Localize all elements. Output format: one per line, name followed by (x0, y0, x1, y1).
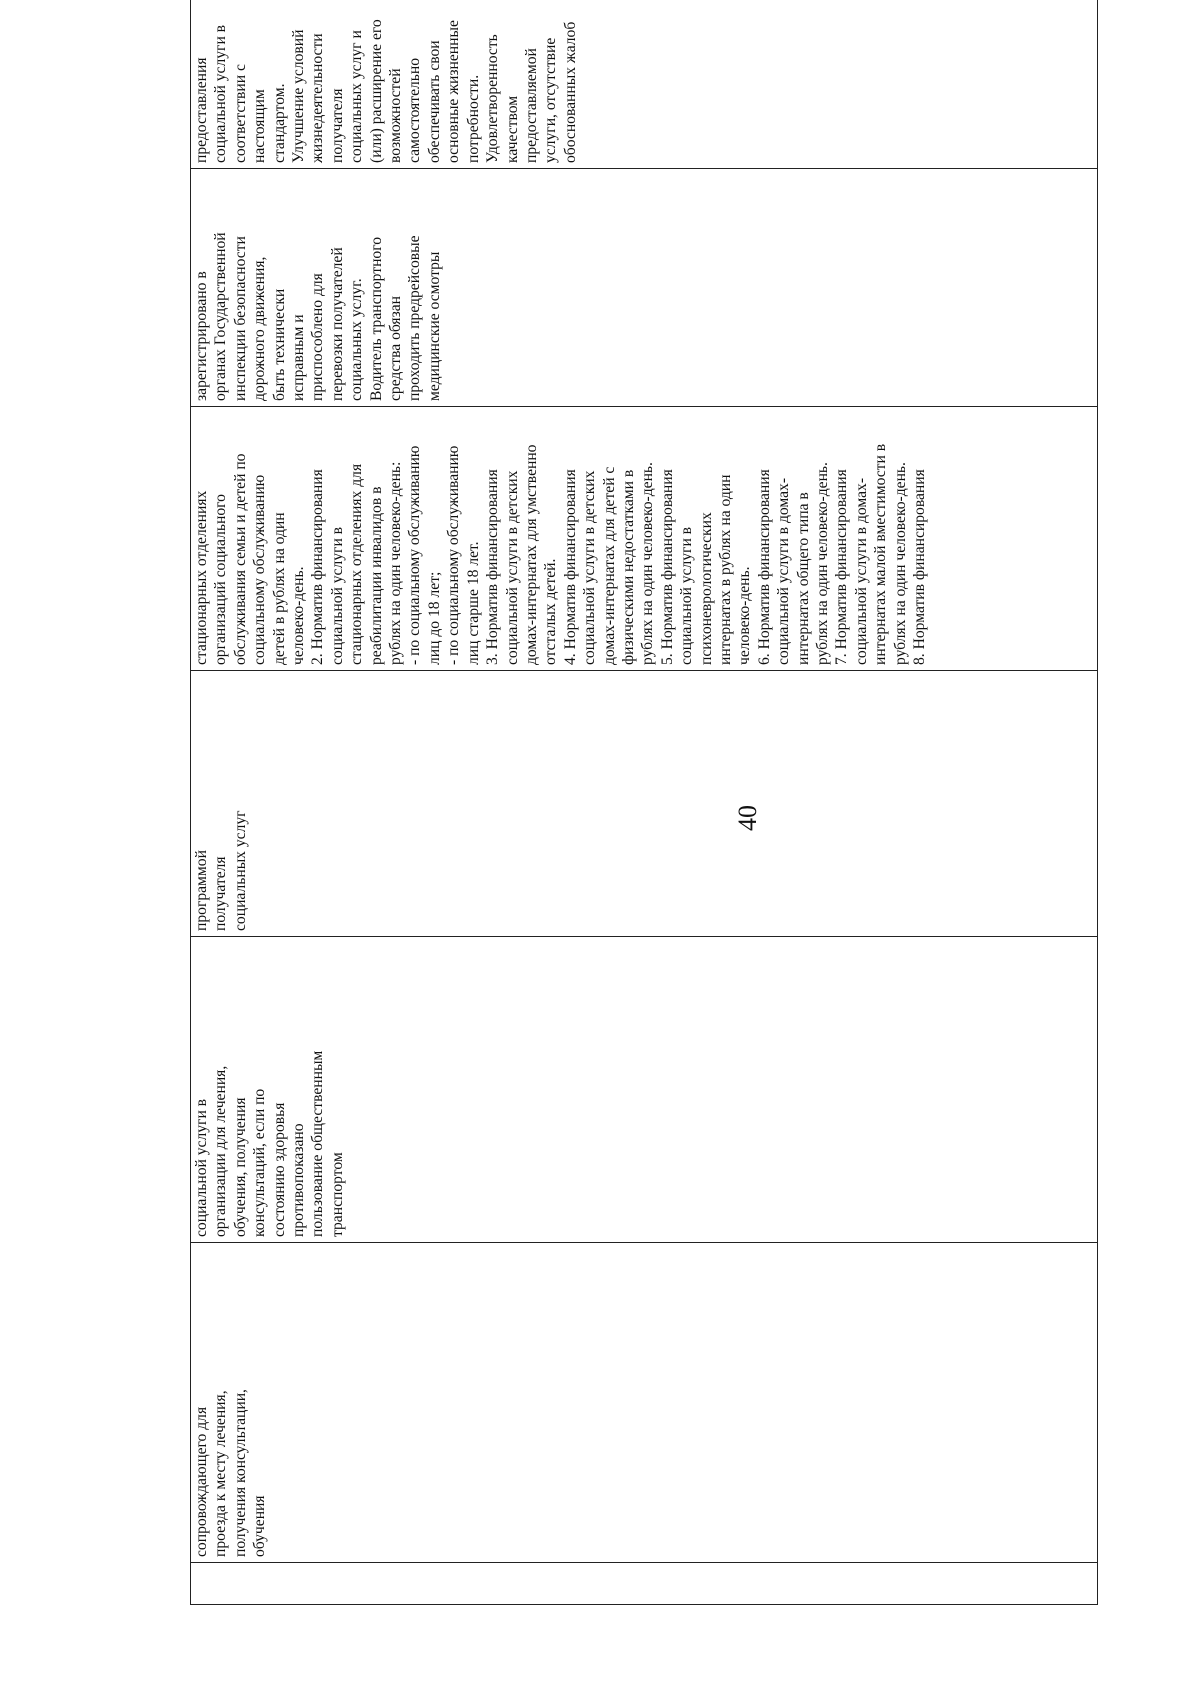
table-row (191, 0, 1098, 1605)
cell-text-line: настоящим (251, 89, 269, 163)
cell-text-line: 2. Норматив финансирования (309, 469, 327, 665)
table-cell-service-description (191, 937, 1098, 1243)
table-cell-service-term (191, 671, 1098, 937)
cell-text-line: Улучшение условий (290, 29, 308, 163)
cell-text-line: проезда к месту лечения, (212, 1390, 230, 1557)
cell-text-line: получателя (328, 88, 346, 163)
cell-text-line: 5. Норматив финансирования (658, 469, 676, 665)
cell-text-line: реабилитации инвалидов в (367, 486, 385, 665)
cell-text-line: (или) расширение его (367, 19, 385, 163)
standard-table (190, 19, 1098, 1605)
cell-text-line: отсталых детей. (542, 558, 560, 665)
cell-text-line: потребности. (464, 74, 482, 163)
cell-text-line: интернатах общего типа в (794, 492, 812, 665)
cell-text-line: соответствии с (231, 64, 249, 163)
cell-text-line: сопровождающего для (193, 1406, 210, 1557)
cell-text-line: 4. Норматив финансирования (561, 469, 579, 665)
cell-text-line: Удовлетворенность (484, 34, 502, 163)
cell-text-line: социальной услуги в домах- (852, 477, 870, 665)
cell-text-line: зарегистрировано в (193, 271, 210, 401)
cell-text-line: социальных услуг. (348, 278, 366, 401)
cell-text-line: социальных услуг (231, 810, 249, 931)
cell-text-line: транспортом (328, 1152, 346, 1237)
cell-text-line: Водитель транспортного (367, 236, 385, 401)
cell-text-line: противопоказано (290, 1123, 308, 1237)
cell-text-line: рублях на один человеко-день. (814, 462, 831, 665)
cell-text-line: лиц старше 18 лет. (464, 541, 482, 665)
table-cell-escort-travel (191, 1243, 1098, 1563)
cell-text-line: стационарных отделениях (193, 490, 210, 665)
cell-text-line: пользование общественным (309, 1050, 327, 1237)
cell-text-line: социальной услуги в детских (503, 470, 521, 665)
cell-text-line: возможностей (387, 68, 405, 163)
cell-text-line: приспособлено для (309, 273, 327, 401)
cell-text-line: основные жизненные (445, 20, 463, 163)
cell-text-line: консультаций, если по (251, 1088, 269, 1237)
cell-text-line: социальной услуги в детских (581, 470, 599, 665)
cell-text-line: организаций социального (212, 494, 230, 665)
cell-text-line: интернатах в рублях на один (716, 474, 734, 665)
cell-text-line: исправным и (290, 314, 308, 401)
cell-text-line: детей в рублях на один (270, 512, 288, 665)
cell-text-line: перевозки получателей (328, 247, 346, 401)
cell-text-line: организации для лечения, (212, 1065, 230, 1237)
cell-text-line: рублях на один человеко-день. (639, 462, 657, 665)
cell-text-line: домах-интернатах для умственно (522, 444, 540, 665)
cell-text-line: получения консультации, (231, 1389, 249, 1557)
cell-text-line: жизнедеятельности (309, 33, 327, 163)
cell-text-line: инспекции безопасности (231, 236, 249, 401)
cell-text-line: рублях на один человеко-день. (891, 462, 909, 665)
cell-text-line: социальной услуги в (193, 1098, 210, 1237)
social-service-standard-table (190, 0, 1098, 1605)
cell-text-line: обоснованных жалоб (561, 21, 579, 163)
cell-text-line: дорожного движения, (251, 256, 269, 401)
cell-text-line: 8. Норматив финансирования (911, 469, 929, 665)
cell-text-line: самостоятельно (406, 57, 424, 163)
cell-text-line: качеством (503, 95, 521, 163)
table-cell-financing-norms (191, 407, 1098, 671)
cell-text-line: проходить предрейсовые (406, 235, 424, 401)
cell-text-line: 3. Норматив финансирования (484, 469, 502, 665)
cell-text-line: - по социальному обслуживанию (445, 445, 463, 665)
cell-text-line: стандартом. (270, 83, 288, 163)
cell-text-line: социальной услуги в (678, 526, 696, 665)
cell-text-line: человеко-день. (290, 566, 308, 665)
cell-text-line: 7. Норматив финансирования (833, 469, 851, 665)
cell-text-line: социальной услуги в (328, 526, 346, 665)
cell-text-line: домах-интернатах для детей с (600, 466, 618, 665)
cell-text-line: быть технически (270, 288, 288, 401)
cell-text-line: - по социальному обслуживанию (406, 445, 424, 665)
cell-text-line: лиц до 18 лет; (425, 571, 443, 665)
cell-text-line: 6. Норматив финансирования (755, 469, 773, 665)
cell-text-line: психоневрологических (697, 512, 715, 665)
cell-text-line: медицинские осмотры (425, 251, 443, 401)
cell-text-line: обслуживания семьи и детей по (231, 453, 249, 665)
cell-text-line: средства обязан (387, 295, 405, 401)
cell-text-line: интернатах малой вместимости в (872, 443, 890, 665)
cell-text-line: получателя (212, 856, 230, 931)
cell-text-line: социальной услуги в (212, 24, 230, 163)
cell-text-line: рублях на один человеко-день: (387, 461, 405, 665)
cell-text-line: услуги, отсутствие (542, 37, 560, 163)
table-cell-empty (191, 1563, 1098, 1605)
cell-text-line: стационарных отделениях для (348, 463, 366, 665)
cell-text-line: предоставляемой (522, 48, 540, 163)
cell-text-line: предоставления (193, 57, 210, 163)
cell-text-line: физическими недостатками в (619, 469, 637, 665)
cell-text-line: программой (193, 850, 210, 931)
cell-text-line: обучения, получения (231, 1097, 249, 1237)
page-number: 40 (733, 805, 762, 831)
cell-text-line: органах Государственной (212, 232, 230, 401)
cell-text-line: социальной услуги в домах- (775, 477, 793, 665)
cell-text-line: социальному обслуживанию (251, 474, 269, 665)
cell-text-line: социальных услуг и (348, 30, 366, 163)
cell-text-line: человеко-день. (736, 566, 754, 665)
cell-text-line: состоянию здоровья (270, 1102, 288, 1237)
table-cell-provision-conditions (191, 169, 1098, 407)
cell-text-line: обучения (251, 1495, 269, 1557)
cell-text-line: обеспечивать свои (425, 40, 443, 163)
table-cell-quality-indicators (191, 0, 1098, 169)
